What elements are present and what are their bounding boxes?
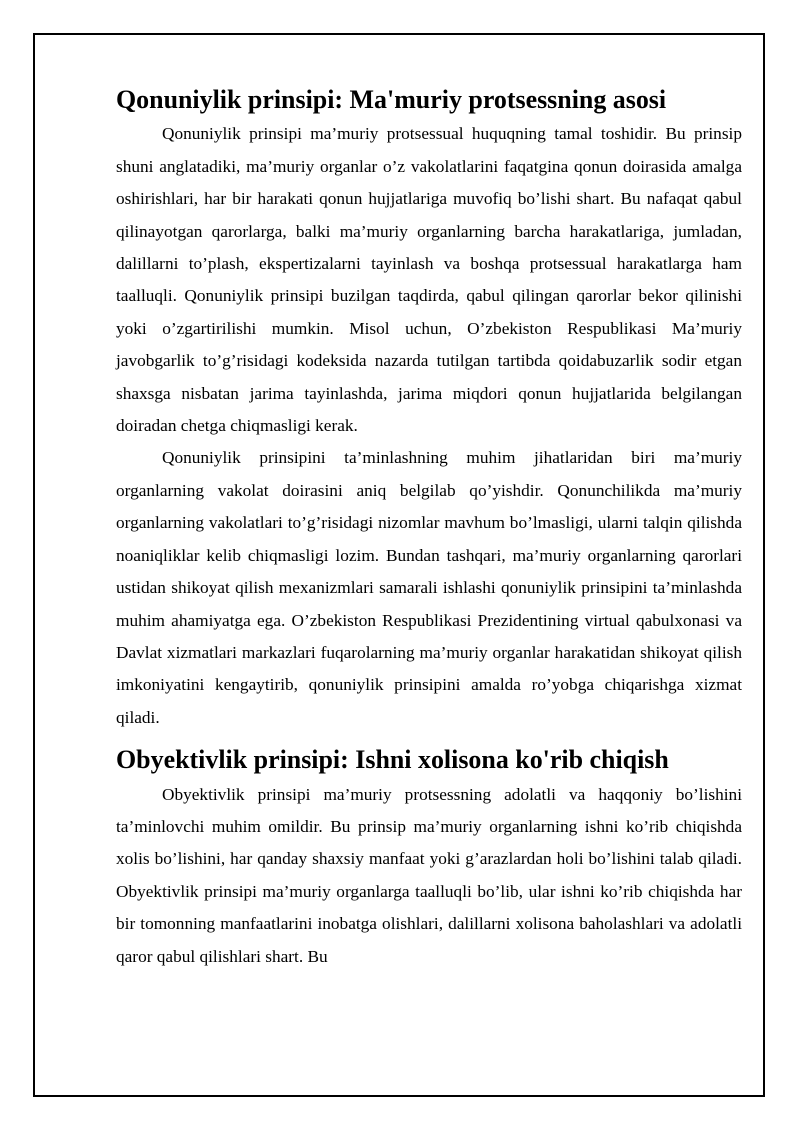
section-heading-objectivity: Obyektivlik prinsipi: Ishni xolisona ko'rib chiqish [116, 745, 669, 775]
section-heading-legality: Qonuniylik prinsipi: Ma'muriy protsessning asosi [116, 85, 667, 114]
paragraph: Qonuniylik prinsipi ma’muriy protsessual huquqning tamal toshidir. Bu prinsip shuni anglatadiki, ma’muriy organlar o’z vakolatlarini faqatgina qonun doirasida amalga oshirishlari, har bir harakati qonun hujjatlariga muvofiq bo’lishi shart. Bu nafaqat qabul qilinayotgan qarorlarga, balki ma’muriy organlarning barcha harakatlariga, jumladan, dalillarni to’plash, ekspertizalarni tayinlash va boshqa protsessual harakatlarga ham taalluqli. Qonuniylik prinsipi buzilgan taqdirda, qabul qilingan qarorlar bekor qilinishi yoki o’zgartirilishi mumkin. Misol uchun, O’zbekiston Respublikasi Ma’muriy javobgarlik to’g’risidagi kodeksida nazarda tutilgan tartibda qoidabuzarlik sodir etgan shaxsga nisbatan jarima tayinlashda, jarima miqdori qonun hujjatlarida belgilangan doiradan chetga chiqmasligi kerak. [116, 124, 742, 436]
document-body [116, 84, 742, 973]
paragraph: Obyektivlik prinsipi ma’muriy protsessning adolatli va haqqoniy bo’lishini ta’minlovchi muhim omildir. Bu prinsip ma’muriy organlarning ishni ko’rib chiqishda xolis bo’lishini, har qanday shaxsiy manfaat yoki g’arazlardan holi bo’lishini talab qiladi. Obyektivlik prinsipi ma’muriy organlarga taalluqli bo’lib, ular ishni ko’rib chiqishda har bir tomonning manfaatlarini inobatga olishlari, dalillarni xolisona baholashlari va adolatli qaror qabul qilishlari shart. Bu [116, 784, 742, 966]
paragraph: Qonuniylik prinsipini ta’minlashning muhim jihatlaridan biri ma’muriy organlarning vakolat doirasini aniq belgilab qo’yishdir. Qonunchilikda ma’muriy organlarning vakolatlari to’g’risidagi nizomlar mavhum bo’lmasligi, ularni talqin qilishda noaniqliklar kelib chiqmasligi lozim. Bundan tashqari, ma’muriy organlarning qarorlari ustidan shikoyat qilish mexanizmlari samarali ishlashi qonuniylik prinsipini ta’minlashda muhim ahamiyatga ega. O’zbekiston Respublikasi Prezidentining virtual qabulxonasi va Davlat xizmatlari markazlari fuqarolarning ma’muriy organlar harakatidan shikoyat qilish imkoniyatini kengaytirib, qonuniylik prinsipini amalda ro’yobga chiqarishga xizmat qiladi. [116, 448, 742, 727]
